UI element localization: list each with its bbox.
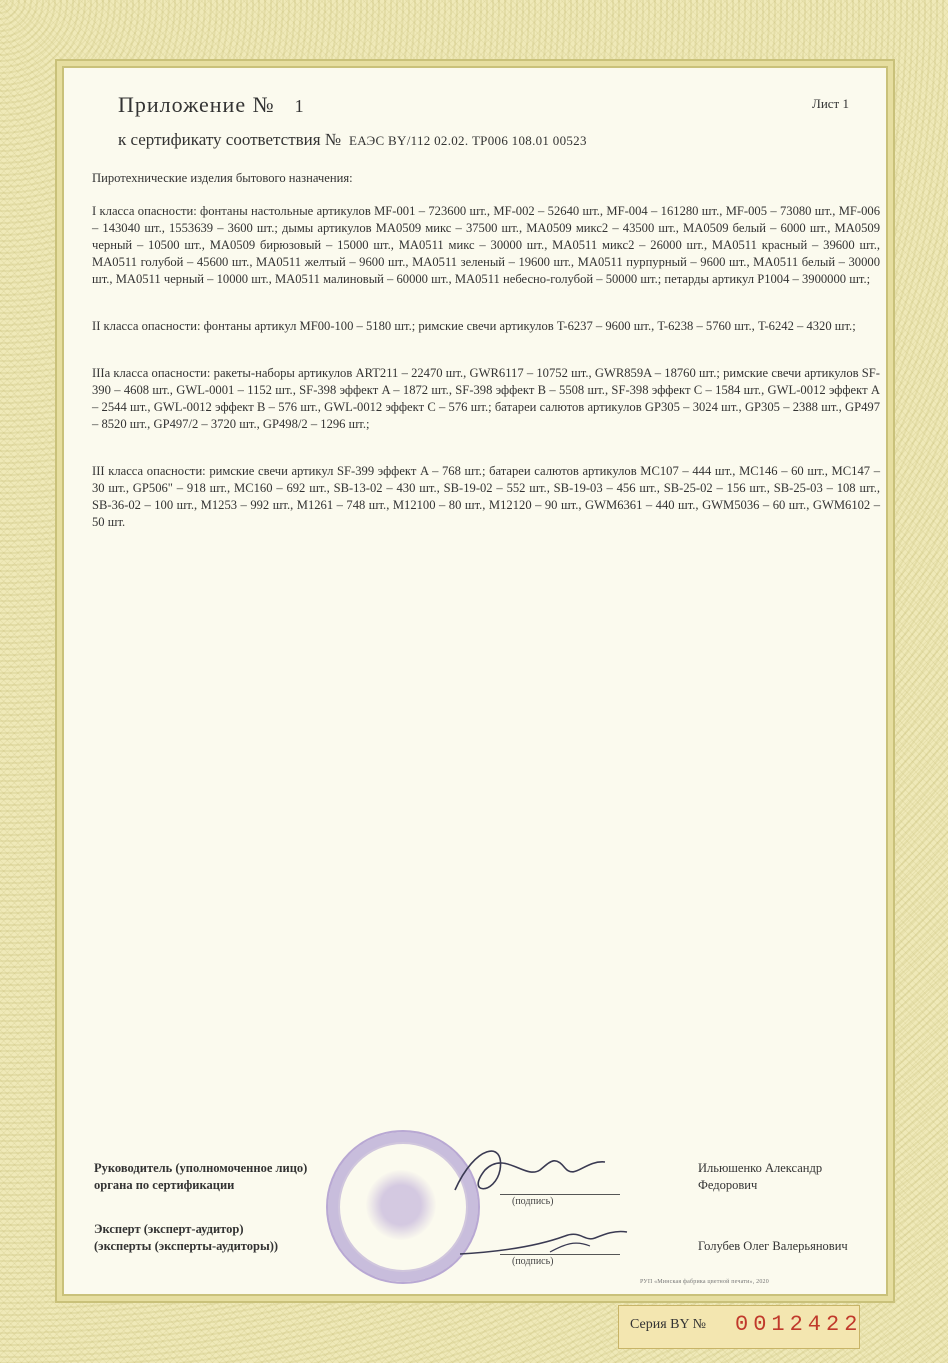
expert-signatory-name: Голубев Олег Валерьянович	[698, 1239, 848, 1253]
head-signatory-name	[698, 1160, 822, 1194]
seal-emblem	[366, 1170, 436, 1240]
class-2-paragraph: II класса опасности: фонтаны артикул MF00-100 – 5180 шт.; римские свечи артикулов T-6237 – 9600 шт., T-6238 – 5760 шт., T-6242 – 4320 шт.;	[92, 319, 856, 333]
head-signature-line	[500, 1194, 620, 1195]
expert-label-line-1: Эксперт (эксперт-аудитор)	[94, 1222, 244, 1236]
class-3a-paragraph: IIIa класса опасности: ракеты-наборы артикулов ART211 – 22470 шт., GWR6117 – 10752 шт., GWR859A – 18760 шт.; римские свечи артикулов SF-390 – 4608 шт., GWL-0001 – 1152 шт., SF-398 эффект A – 1872 шт., SF-398 эффект B – 5508 шт., SF-398 эффект C – 1584 шт., GWL-0012 эффект A – 2544 шт., GWL-0012 эффект B – 576 шт., GWL-0012 эффект C – 576 шт.; батареи салютов артикулов GP305 – 3024 шт., GP305 – 2388 шт., GP497 – 8520 шт., GP497/2 – 3720 шт., GP498/2 – 1296 шт.;	[92, 366, 880, 431]
body-heading: Пиротехнические изделия бытового назначения:	[92, 171, 353, 185]
head-handwritten-signature	[445, 1140, 625, 1200]
document-subtitle	[118, 130, 587, 150]
head-name-line-2: Федорович	[698, 1178, 758, 1192]
head-signatory-label	[94, 1160, 307, 1194]
appendix-number: 1	[294, 96, 305, 116]
expert-signature-caption: (подпись)	[512, 1256, 554, 1267]
expert-signature-line	[500, 1254, 620, 1255]
printer-note: РУП «Минская фабрика цветной печати», 2020	[640, 1279, 769, 1285]
document-title	[118, 92, 305, 118]
document-body	[92, 170, 880, 561]
subtitle-text: к сертификату соответствия №	[118, 130, 342, 149]
certificate-number: ЕАЭС BY/112 02.02. ТР006 108.01 00523	[349, 133, 587, 148]
expert-signatory-label	[94, 1221, 278, 1255]
title-text: Приложение №	[118, 92, 275, 117]
series-number: 0012422	[735, 1312, 863, 1337]
head-label-line-2: органа по сертификации	[94, 1178, 235, 1192]
sheet-number: Лист 1	[812, 96, 849, 111]
head-signature-caption: (подпись)	[512, 1196, 554, 1207]
class-1-paragraph: I класса опасности: фонтаны настольные артикулов MF-001 – 723600 шт., MF-002 – 52640 шт., MF-004 – 161280 шт., MF-005 – 73080 шт., MF-006 – 143040 шт., 1553639 – 3600 шт.; дымы артикулов MA0509 микс – 37500 шт., MA0509 микс2 – 43500 шт., MA0509 белый – 6000 шт., MA0509 черный – 10500 шт., MA0509 бирюзовый – 15000 шт., MA0511 микс – 30000 шт., MA0511 микс2 – 26000 шт., MA0511 красный – 39600 шт., MA0511 голубой – 45600 шт., MA0511 желтый – 9600 шт., MA0511 зеленый – 19600 шт., MA0511 пурпурный – 9600 шт., MA0511 белый – 30000 шт., MA0511 черный – 10000 шт., MA0511 малиновый – 60000 шт., MA0511 небесно-голубой – 50000 шт.; петарды артикул P1004 – 3900000 шт.;	[92, 204, 880, 286]
head-name-line-1: Ильюшенко Александр	[698, 1161, 823, 1175]
expert-label-line-2: (эксперты (эксперты-аудиторы))	[94, 1239, 279, 1253]
class-3-paragraph: III класса опасности: римские свечи артикул SF-399 эффект A – 768 шт.; батареи салютов артикулов MC107 – 444 шт., MC146 – 60 шт., MC147 – 30 шт., GP506" – 918 шт., MC160 – 692 шт., SB-13-02 – 430 шт., SB-19-02 – 552 шт., SB-19-03 – 456 шт., SB-25-02 – 156 шт., SB-25-03 – 108 шт., SB-36-02 – 100 шт., M1253 – 992 шт., M1261 – 748 шт., M12100 – 80 шт., M12120 – 90 шт., GWM6361 – 440 шт., GWM5036 – 60 шт., GWM6102 – 50 шт.	[92, 464, 880, 529]
series-label: Серия BY №	[630, 1317, 706, 1332]
head-label-line-1: Руководитель (уполномоченное лицо)	[94, 1161, 308, 1175]
